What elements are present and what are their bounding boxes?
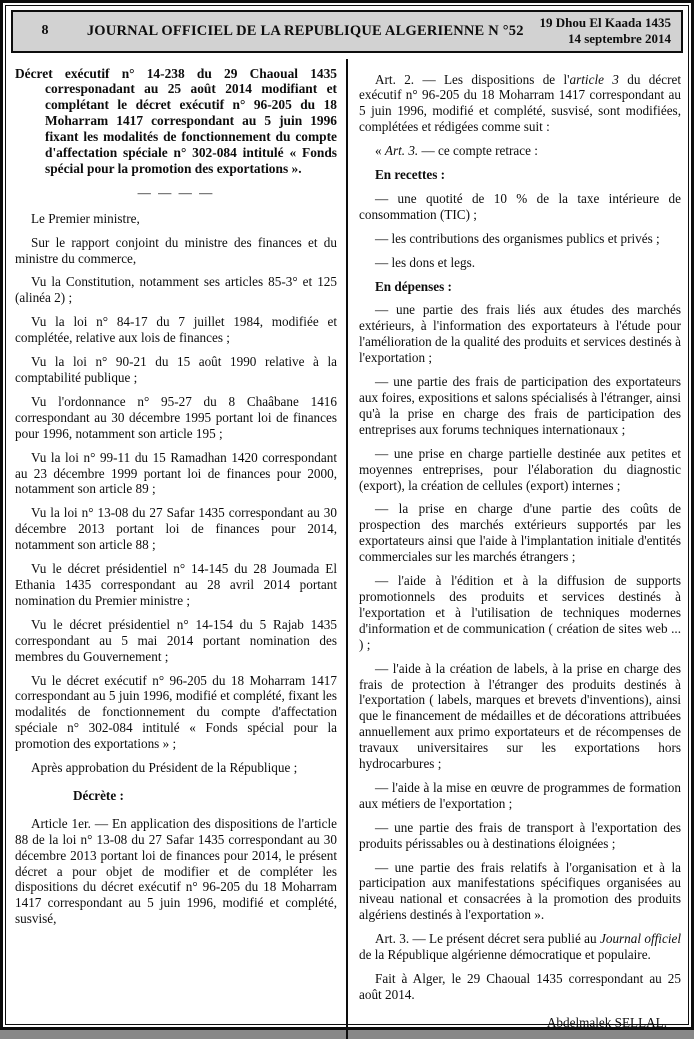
page-header [11, 10, 683, 53]
paragraph-normal: — l'aide à l'édition et à la diffusion de supports promotionnels des produits et services destinés à l'exportation et à l'utilisation de techniques modernes d'information et de communication ( création de sites web ... ) ; [359, 573, 681, 652]
paragraph-signature: Abdelmalek SELLAL. [546, 1014, 667, 1030]
paragraph-normal: Sur le rapport conjoint du ministre des finances et du ministre du commerce, [15, 234, 337, 266]
paragraph-normal: Art. 2. — Les dispositions de l'article 3 du décret exécutif n° 96-205 du 18 Moharram 1417 correspondant au 5 juin 1996, modifié et complété, susvisé, sont modifiées, complétées et rédigées comme suit : [359, 71, 681, 135]
paragraph-dash-separator: — — — — [137, 184, 215, 200]
paragraph-normal: Article 1er. — En application des dispositions de l'article 88 de la loi n° 13-08 du 27 Safar 1435 correspondant au 30 décembre 2013 portant loi de finances pour 2014, le présent décret a pour objet de modifier et de compléter les dispositions du décret exécutif n° 96-205 du 18 Moharram 1417 correspondant au 5 juin 1996, modifié et complété, susvisé, [15, 815, 337, 927]
paragraph-normal: Art. 3. — Le présent décret sera publié au Journal officiel de la République algérienne démocratique et populaire. [359, 931, 681, 963]
paragraph-normal: — les dons et legs. [375, 254, 475, 270]
issue-date [540, 15, 671, 48]
paragraph-normal: Vu le décret présidentiel n° 14-145 du 28 Joumada El Ethania 1435 correspondant au 28 avril 2014 portant nomination du Premier ministre ; [15, 561, 337, 608]
paragraph-normal: Vu la loi n° 13-08 du 27 Safar 1435 correspondant au 30 décembre 2013 portant loi de finances pour 2014, notamment son article 88 ; [15, 505, 337, 553]
paragraph-normal: — l'aide à la mise en œuvre de programmes de formation aux métiers de l'exportation ; [359, 779, 681, 811]
paragraph-subhead: En recettes : [375, 167, 446, 183]
issue-date-hijri: 19 Dhou El Kaada 1435 [539, 15, 671, 30]
paragraph-decrete: Décrète : [73, 787, 124, 803]
paragraph-normal: — une partie des frais relatifs à l'organisation et à la participation aux manifestations spécifiques organisées au niveau national et consacrées à la promotion des produits algériens destinés à l'exportation ». [359, 859, 681, 923]
paragraph-normal: — une partie des frais de transport à l'exportation des produits périssables ou à destinations éloignées ; [359, 819, 681, 851]
paragraph-doc-title: Décret exécutif n° 14-238 du 29 Chaoual 1435 corresponadant au 25 août 2014 modifiant et complétant le décret exécutif n° 96-205 du 18 Moharram 1417 correspondant au 5 juin 1996 fixant les modalités de fonctionnement du compte d'affectation spéciale n° 302-084 intitulé « Fonds spécial pour la promotion des exportations ». [15, 65, 337, 176]
paragraph-normal: Vu la loi n° 84-17 du 7 juillet 1984, modifiée et complétée, relative aux lois de finances ; [15, 314, 337, 346]
paragraph-normal: — les contributions des organismes publics et privés ; [375, 230, 660, 246]
paragraph-normal: — l'aide à la création de labels, à la prise en charge des frais de protection à l'étranger des produits destinés à l'exportation ( labels, marques et brevets d'inventions), ainsi que le financement de médailles et de décorations attribuées annuellement aux primo exportateurs et de récompenses de travaux universitaires sur les exportations hors hydrocarbures ; [359, 660, 681, 772]
issue-date-gregorian: 14 septembre 2014 [567, 31, 671, 47]
paragraph-normal: Vu la Constitution, notamment ses articles 85-3° et 125 (alinéa 2) ; [15, 274, 337, 306]
page-inner-frame [5, 5, 689, 1030]
paragraph-normal: Vu la loi n° 90-21 du 15 août 1990 relative à la comptabilité publique ; [15, 354, 337, 385]
paragraph-normal: Vu l'ordonnance n° 95-27 du 8 Chaâbane 1416 correspondant au 30 décembre 1995 portant loi de finances pour 1996, notamment son article 195 ; [15, 393, 337, 441]
paragraph-normal: — une quotité de 10 % de la taxe intérieure de consommation (TIC) ; [359, 190, 681, 222]
paragraph-normal: Le Premier ministre, [31, 210, 140, 226]
paragraph-normal: Vu le décret exécutif n° 96-205 du 18 Moharram 1417 correspondant au 5 juin 1996, modifié et complété, fixant les modalités de fonctionnement du compte d'affectation spéciale n° 302-084 intitulé « Fonds spécial pour la promotion des exportations » ; [15, 672, 337, 752]
paragraph-normal: Fait à Alger, le 29 Chaoual 1435 correspondant au 25 août 2014. [359, 971, 681, 1002]
paragraph-normal: — la prise en charge d'une partie des coûts de prospection des marchés extérieurs supportés par les exportateurs ainsi que l'aide à l'implantation initiale d'entités commerciales sur les marchés étrangers ; [359, 501, 681, 565]
journal-title: JOURNAL OFFICIEL DE LA REPUBLIQUE ALGERIENNE N °52 [86, 22, 524, 39]
page-number: 8 [41, 23, 49, 39]
paragraph-normal: Après approbation du Président de la République ; [31, 760, 298, 776]
paragraph-normal: — une prise en charge partielle destinée aux petites et moyennes entreprises, pour l'élaboration du diagnostic (export), la création de cellules (export) internes ; [359, 445, 681, 493]
paragraph-normal: Vu la loi n° 99-11 du 15 Ramadhan 1420 correspondant au 23 décembre 1999 portant loi de finances pour 2000, notamment son article 89 ; [15, 449, 337, 497]
content-body [11, 59, 683, 1039]
paragraph-subhead: En dépenses : [375, 278, 452, 294]
paragraph-normal: « Art. 3. — ce compte retrace : [375, 143, 538, 159]
paragraph-normal: — une partie des frais liés aux études des marchés extérieurs, à l'information des exportateurs à l'étude pour l'amélioration de la qualité des produits et services destinés à l'exportation ; [359, 302, 681, 366]
paragraph-normal: Vu le décret présidentiel n° 14-154 du 5 Rajab 1435 correspondant au 5 mai 2014 portant nomination des membres du Gouvernement ; [15, 616, 337, 664]
left-column [11, 59, 346, 1039]
right-column [348, 59, 683, 1039]
paragraph-normal: — une partie des frais de participation des exportateurs aux foires, expositions et salons spécialisés à l'étranger, ainsi qu'à la prise en charge des frais de participation des entreprises aux forums techniques internationaux ; [359, 374, 681, 437]
